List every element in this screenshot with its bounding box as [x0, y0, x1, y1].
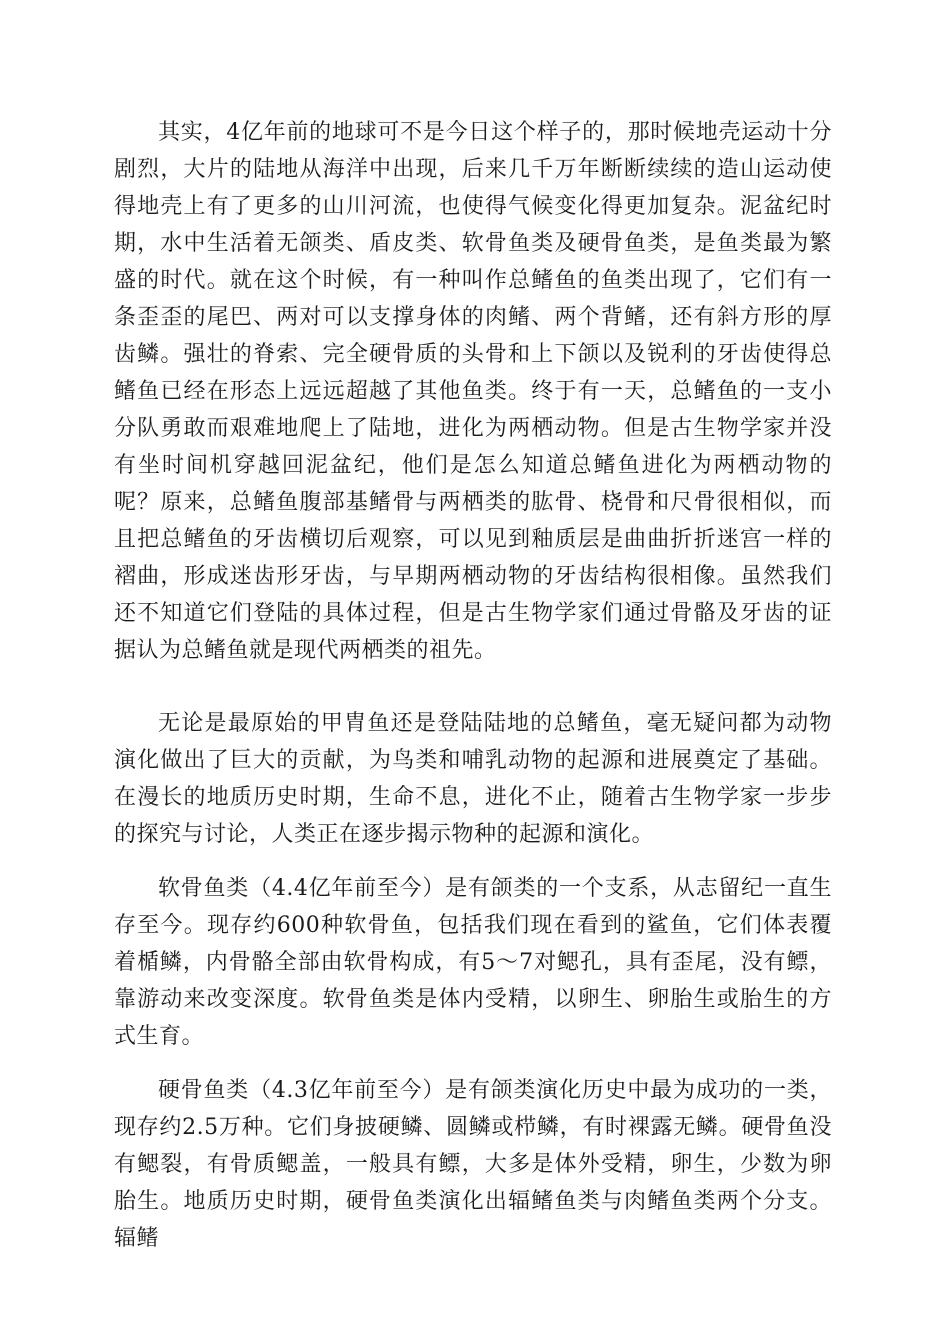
paragraph-text: 其实，4亿年前的地球可不是今日这个样子的，那时候地壳运动十分剧烈，大片的陆地从海洋中出现，后来几千万年断断续续的造山运动使得地壳上有了更多的山川河流，也使得气候变化得更加复杂。泥盆纪时期，水中生活着无颌类、盾皮类、软骨鱼类及硬骨鱼类，是鱼类最为繁盛的时代。就在这个时候，有一种叫作总鳍鱼的鱼类出现了，它们有一条歪歪的尾巴、两对可以支撑身体的肉鳍、两个背鳍，还有斜方形的厚齿鳞。强壮的脊索、完全硬骨质的头骨和上下颌以及锐利的牙齿使得总鳍鱼已经在形态上远远超越了其他鱼类。终于有一天，总鳍鱼的一支小分队勇敢而艰难地爬上了陆地，进化为两栖动物。但是古生物学家并没有坐时间机穿越回泥盆纪，他们是怎么知道总鳍鱼进化为两栖动物的呢？原来，总鳍鱼腹部基鳍骨与两栖类的肱骨、桡骨和尺骨很相似，而且把总鳍鱼的牙齿横切后观察，可以见到釉质层是曲曲折折迷宫一样的褶曲，形成迷齿形牙齿，与早期两栖动物的牙齿结构很相像。虽然我们还不知道它们登陆的具体过程，但是古生物学家们通过骨骼及牙齿的证据认为总鳍鱼就是现代两栖类的祖先。 — [114, 120, 832, 663]
paragraph-bony-fish — [114, 1072, 832, 1257]
paragraph-text: 硬骨鱼类（4.3亿年前至今）是有颌类演化历史中最为成功的一类，现存约2.5万种。它们身披硬鳞、圆鳞或栉鳞，有时裸露无鳞。硬骨鱼没有鳃裂，有骨质鳃盖，一般具有鳔，大多是体外受精，卵生，少数为卵胎生。地质历史时期，硬骨鱼类演化出辐鳍鱼类与肉鳍鱼类两个分支。辐鳍 — [114, 1078, 832, 1251]
paragraph-evolution-summary — [114, 705, 832, 853]
paragraph-text: 无论是最原始的甲胄鱼还是登陆陆地的总鳍鱼，毫无疑问都为动物演化做出了巨大的贡献，为鸟类和哺乳动物的起源和进展奠定了基础。在漫长的地质历史时期，生命不息，进化不止，随着古生物学家一步步的探究与讨论，人类正在逐步揭示物种的起源和演化。 — [114, 711, 832, 847]
paragraph-cartilaginous-fish — [114, 870, 832, 1055]
paragraph-sarcopterygian-origin — [114, 114, 832, 669]
paragraph-text: 软骨鱼类（4.4亿年前至今）是有颌类的一个支系，从志留纪一直生存至今。现存约600种软骨鱼，包括我们现在看到的鲨鱼，它们体表覆着楯鳞，内骨骼全部由软骨构成，有5～7对鳃孔，具有歪尾，没有鳔，靠游动来改变深度。软骨鱼类是体内受精，以卵生、卵胎生或胎生的方式生育。 — [114, 876, 832, 1049]
